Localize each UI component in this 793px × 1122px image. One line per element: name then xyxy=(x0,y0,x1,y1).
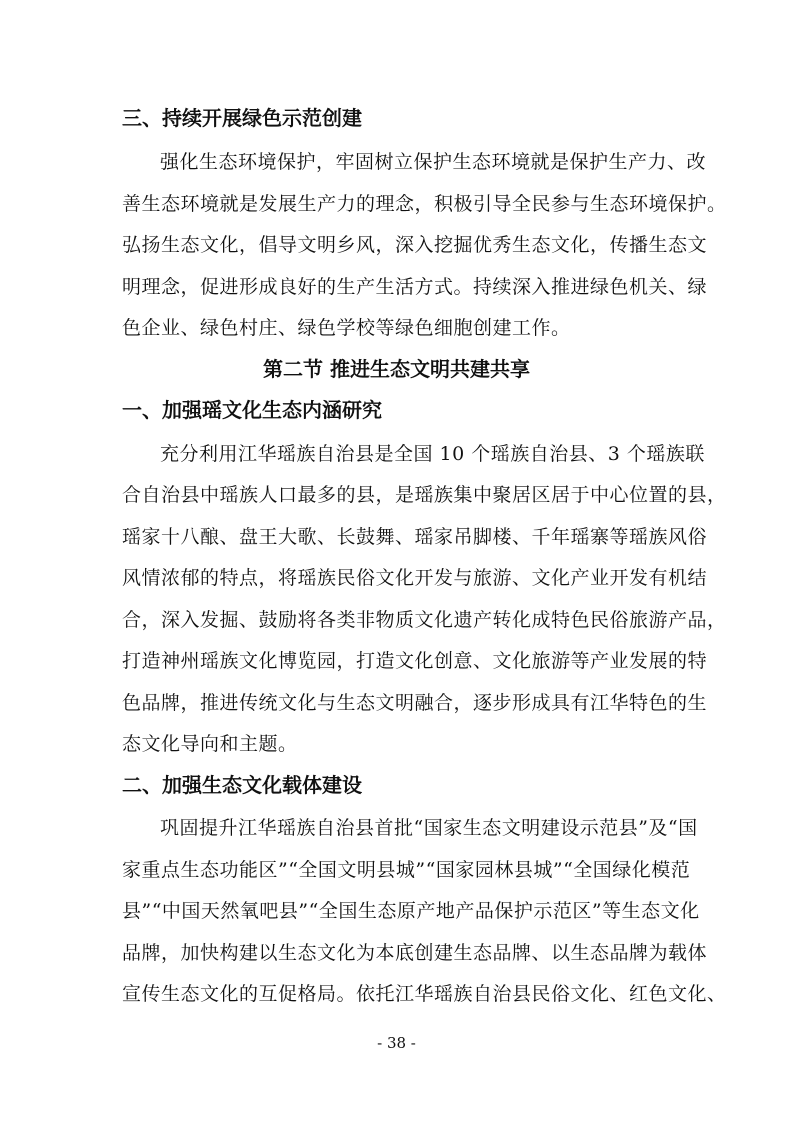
paragraph-line: 色企业、绿色村庄、绿色学校等绿色细胞创建工作。 xyxy=(122,317,571,339)
paragraph-line: 弘扬生态文化，倡导文明乡风，深入挖掘优秀生态文化，传播生态文 xyxy=(122,234,708,256)
paragraph-line: 明理念，促进形成良好的生产生活方式。持续深入推进绿色机关、绿 xyxy=(122,276,708,298)
paragraph-line: 合，深入发掘、鼓励将各类非物质文化遗产转化成特色民俗旅游产品， xyxy=(122,609,727,631)
paragraph-line: 县”“中国天然氧吧县”“全国生态原产地产品保护示范区”等生态文化 xyxy=(122,900,700,922)
paragraph-line: 打造神州瑶族文化博览园，打造文化创意、文化旅游等产业发展的特 xyxy=(122,650,708,672)
subsection-heading-eco-carrier: 二、加强生态文化载体建设 xyxy=(122,773,362,797)
paragraph-line: 品牌，加快构建以生态文化为本底创建生态品牌、以生态品牌为载体 xyxy=(122,942,708,964)
page-number: - 38 - xyxy=(377,1034,416,1052)
subsection-heading-yao-culture: 一、加强瑶文化生态内涵研究 xyxy=(122,398,382,422)
section-heading-green-demo: 三、持续开展绿色示范创建 xyxy=(122,106,362,130)
paragraph-line: 强化生态环境保护，牢固树立保护生态环境就是保护生产力、改 xyxy=(160,151,707,173)
paragraph-line: 色品牌，推进传统文化与生态文明融合，逐步形成具有江华特色的生 xyxy=(122,692,708,714)
paragraph-line: 善生态环境就是发展生产力的理念，积极引导全民参与生态环境保护。 xyxy=(122,193,727,215)
paragraph-line: 家重点生态功能区”“全国文明县城”“国家园林县城”“全国绿化模范 xyxy=(122,859,691,881)
paragraph-line: 态文化导向和主题。 xyxy=(122,733,298,755)
paragraph-line: 瑶家十八酿、盘王大歌、长鼓舞、瑶家吊脚楼、千年瑶寨等瑶族风俗 xyxy=(122,526,708,548)
section-title: 第二节 推进生态文明共建共享 xyxy=(263,357,530,381)
paragraph-line: 宣传生态文化的互促格局。依托江华瑶族自治县民俗文化、红色文化、 xyxy=(122,983,727,1005)
paragraph-line: 合自治县中瑶族人口最多的县，是瑶族集中聚居区居于中心位置的县， xyxy=(122,484,727,506)
paragraph-line: 风情浓郁的特点，将瑶族民俗文化开发与旅游、文化产业开发有机结 xyxy=(122,567,708,589)
paragraph-line: 充分利用江华瑶族自治县是全国 10 个瑶族自治县、3 个瑶族联 xyxy=(160,443,705,465)
paragraph-line: 巩固提升江华瑶族自治县首批“国家生态文明建设示范县”及“国 xyxy=(160,817,698,839)
